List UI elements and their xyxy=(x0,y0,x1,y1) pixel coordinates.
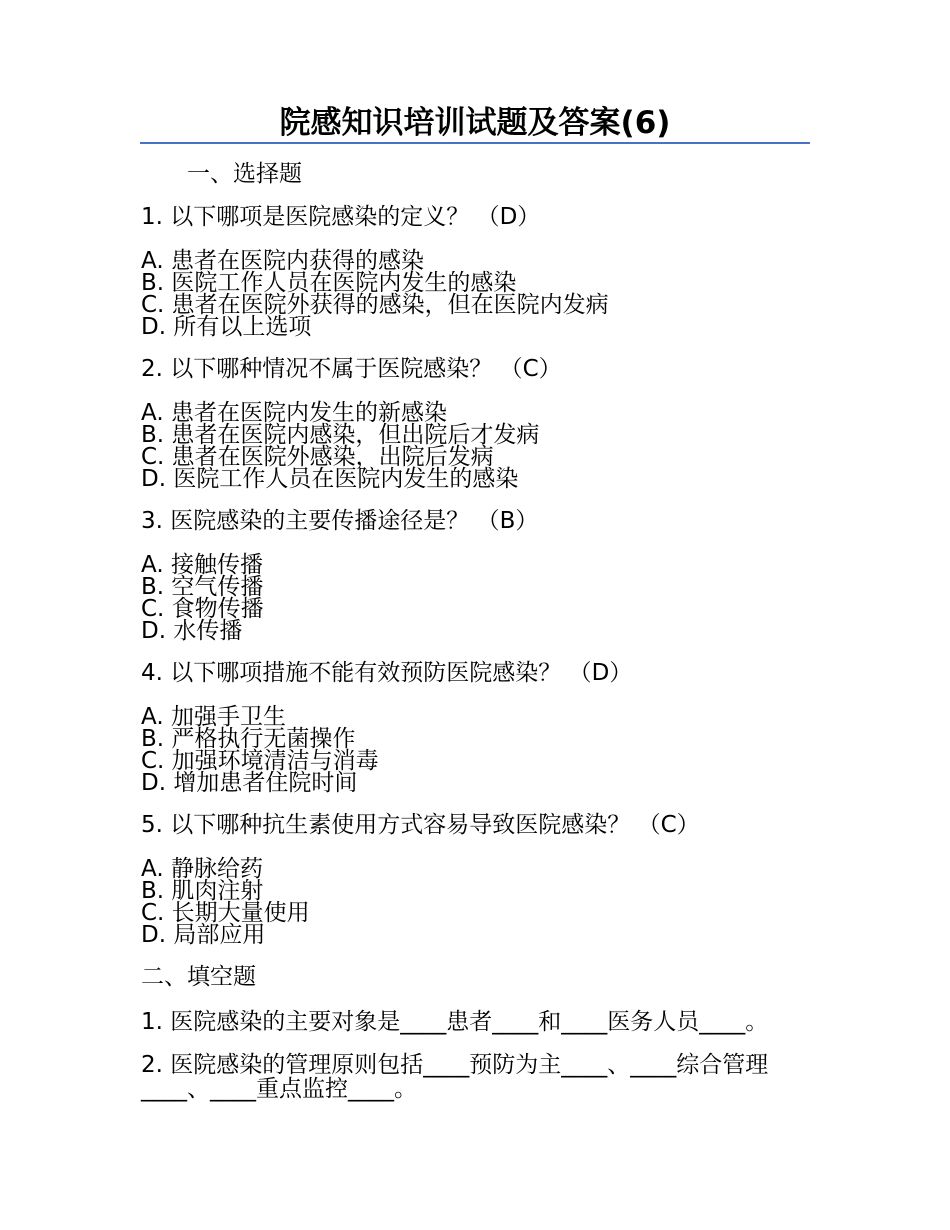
option-2c: C. 患者在医院外感染，出院后发病 xyxy=(141,444,494,470)
section-heading-choice: 一、选择题 xyxy=(187,161,302,187)
question-3-options xyxy=(141,554,264,642)
option-2b: B. 患者在医院内感染，但出院后才发病 xyxy=(141,422,540,448)
question-3: 3. 医院感染的主要传播途径是？ （B） xyxy=(141,508,539,534)
option-2d: D. 医院工作人员在医院内发生的感染 xyxy=(141,466,519,492)
option-5d: D. 局部应用 xyxy=(141,922,266,948)
option-3c: C. 食物传播 xyxy=(141,596,264,622)
option-5a: A. 静脉给药 xyxy=(141,856,263,882)
option-4a: A. 加强手卫生 xyxy=(141,704,286,730)
option-1d: D. 所有以上选项 xyxy=(141,314,312,340)
question-5-options xyxy=(141,858,310,946)
question-4: 4. 以下哪项措施不能有效预防医院感染？ （D） xyxy=(141,660,633,686)
question-5: 5. 以下哪种抗生素使用方式容易导致医院感染？ （C） xyxy=(141,812,700,838)
section-heading-fill: 二、填空题 xyxy=(141,964,256,990)
question-1-options xyxy=(141,250,609,338)
question-4-options xyxy=(141,706,379,794)
document-title: 院感知识培训试题及答案(6) xyxy=(279,105,671,141)
option-1c: C. 患者在医院外获得的感染，但在医院内发病 xyxy=(141,292,609,318)
question-2: 2. 以下哪种情况不属于医院感染？ （C） xyxy=(141,356,562,382)
option-5b: B. 肌肉注射 xyxy=(141,878,264,904)
option-3d: D. 水传播 xyxy=(141,618,243,644)
option-3a: A. 接触传播 xyxy=(141,552,263,578)
title-underline xyxy=(140,104,810,144)
fill-question-2: 2. 医院感染的管理原则包括____预防为主____、____综合管理 xyxy=(141,1052,769,1078)
option-4d: D. 增加患者住院时间 xyxy=(141,770,358,796)
option-1b: B. 医院工作人员在医院内发生的感染 xyxy=(141,270,517,296)
fill-question-2-continued: ____、____重点监控____。 xyxy=(141,1076,417,1102)
option-4c: C. 加强环境清洁与消毒 xyxy=(141,748,379,774)
option-4b: B. 严格执行无菌操作 xyxy=(141,726,356,752)
option-5c: C. 长期大量使用 xyxy=(141,900,310,926)
fill-question-1: 1. 医院感染的主要对象是____患者____和____医务人员____。 xyxy=(141,1009,769,1035)
question-2-options xyxy=(141,402,539,490)
option-3b: B. 空气传播 xyxy=(141,574,264,600)
option-1a: A. 患者在医院内获得的感染 xyxy=(141,248,424,274)
option-2a: A. 患者在医院内发生的新感染 xyxy=(141,400,447,426)
question-1: 1. 以下哪项是医院感染的定义？ （D） xyxy=(141,204,541,230)
